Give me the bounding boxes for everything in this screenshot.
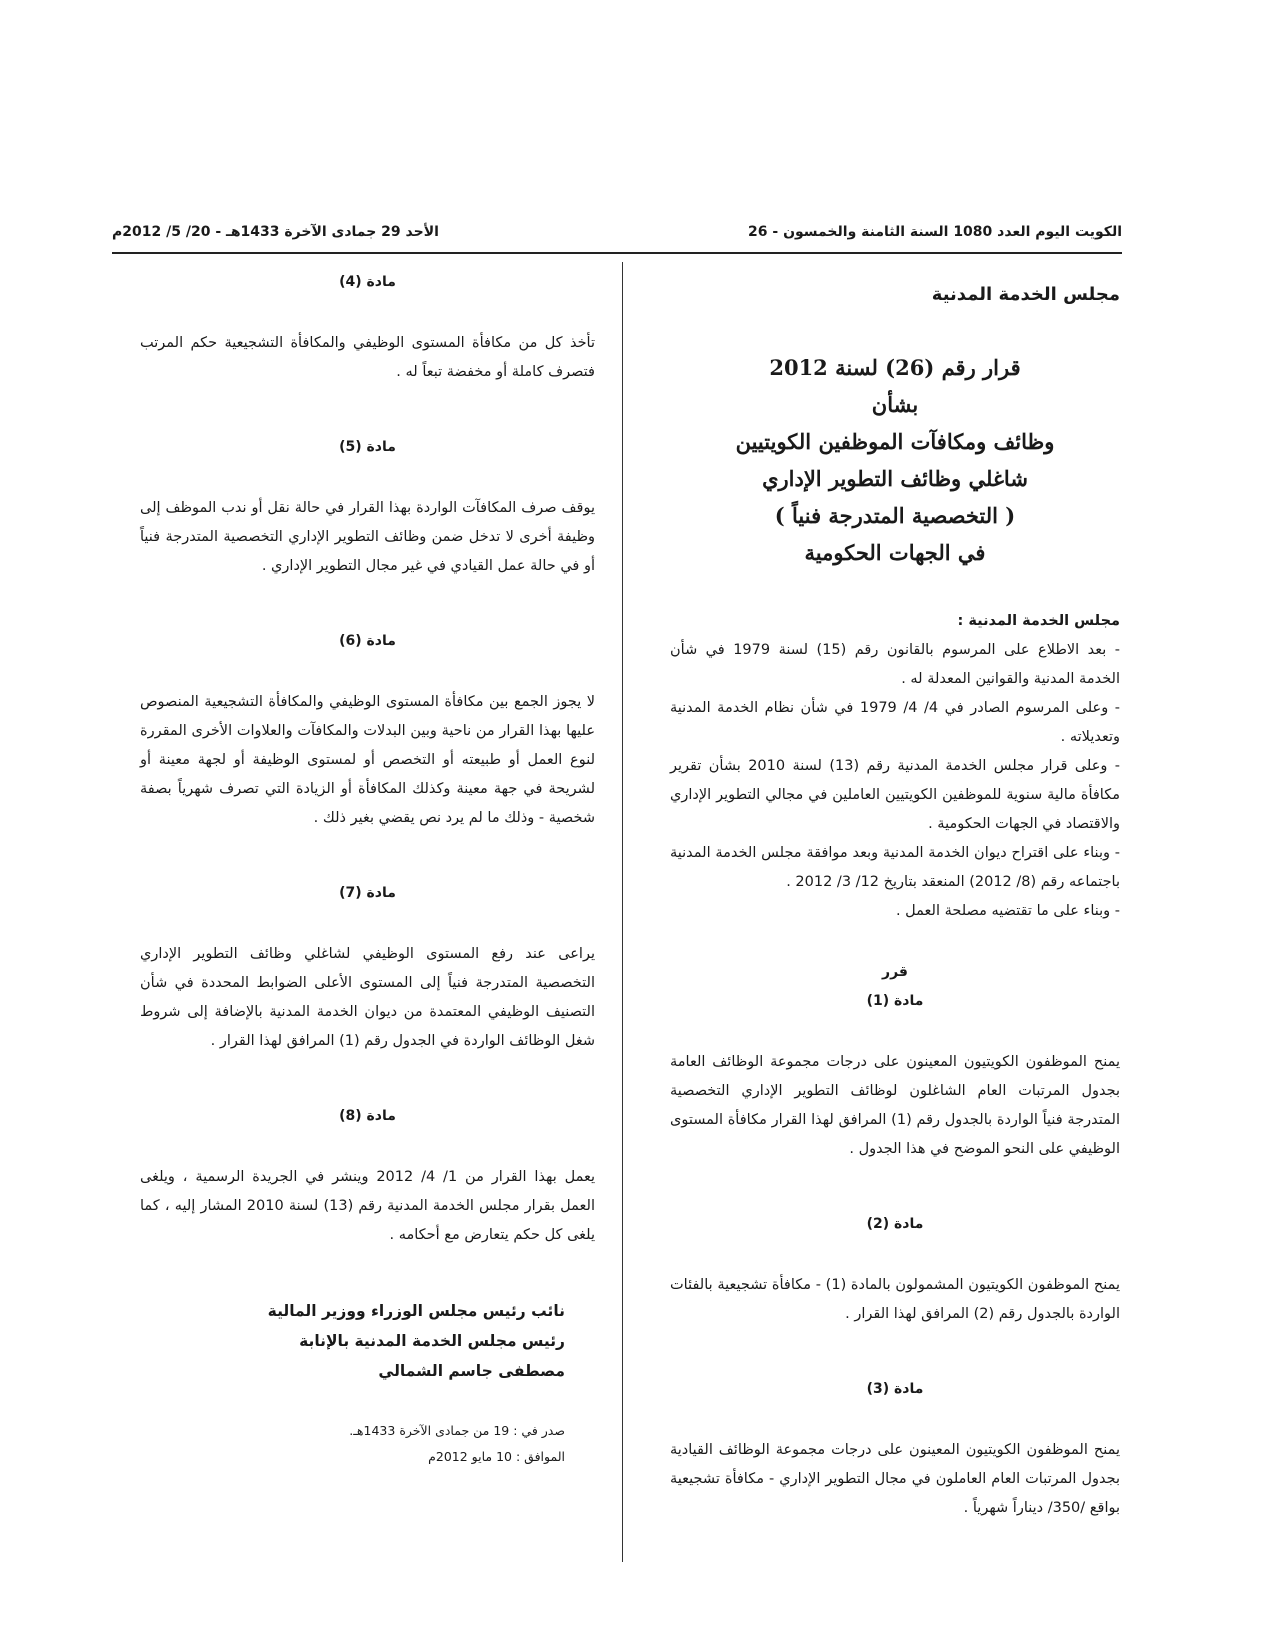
title-line: ( التخصصية المتدرجة فنياً ) bbox=[774, 503, 1016, 528]
article-3-text: يمنح الموظفون الكويتيون المعينون على درجات مجموعة الوظائف القيادية بجدول المرتبات العام العاملون في مجال التطوير الإداري - مكافأة تشجيعية بواقع /350/ ديناراً شهرياً . bbox=[670, 1442, 1120, 1516]
signature-line: رئيس مجلس الخدمة المدنية بالإنابة bbox=[299, 1332, 565, 1350]
article-7-text: يراعى عند رفع المستوى الوظيفي لشاغلي وظائف التطوير الإداري التخصصية المتدرجة فنياً إلى المستوى الأعلى الضوابط المحددة في شأن التصنيف الوظيفي المعتمدة من ديوان الخدمة المدنية بالإضافة إلى شروط شغل الوظائف الواردة في الجدول رقم (1) المرافق لهذا القرار . bbox=[140, 946, 595, 1049]
header-rule bbox=[112, 252, 1122, 254]
page-header bbox=[112, 220, 1122, 250]
title-line: قرار رقم (26) لسنة 2012 bbox=[769, 355, 1021, 380]
header-date: الأحد 29 جمادى الآخرة 1433هـ - 20/ 5/ 2012م bbox=[112, 224, 439, 240]
issued-gregorian: الموافق : 10 مايو 2012م bbox=[428, 1449, 565, 1464]
title-line: بشأن bbox=[871, 392, 919, 417]
article-8-text: يعمل بهذا القرار من 1/ 4/ 2012 وينشر في الجريدة الرسمية ، ويلغى العمل بقرار مجلس الخدمة المدنية رقم (13) لسنة 2010 المشار إليه ، كما يلغى كل حكم يتعارض مع أحكامه . bbox=[140, 1169, 595, 1243]
title-line: وظائف ومكافآت الموظفين الكويتيين bbox=[735, 429, 1055, 454]
decision-title bbox=[670, 349, 1120, 571]
title-line: في الجهات الحكومية bbox=[804, 540, 986, 565]
issued-hijri: صدر في : 19 من جمادى الآخرة 1433هـ. bbox=[349, 1423, 565, 1438]
article-2-text: يمنح الموظفون الكويتيون المشمولون بالمادة (1) - مكافأة تشجيعية بالفئات الواردة بالجدول رقم (2) المرافق لهذا القرار . bbox=[670, 1277, 1120, 1322]
article-1-text: يمنح الموظفون الكويتيون المعينون على درجات مجموعة الوظائف العامة بجدول المرتبات العام الشاغلون لوظائف التطوير الإداري التخصصية المتدرجة فنياً الواردة بالجدول رقم (1) المرافق لهذا القرار مكافأة المستوى الوظيفي على النحو الموضح في هذا الجدول . bbox=[670, 1054, 1120, 1157]
left-column bbox=[140, 268, 595, 1470]
preamble-item: - وعلى المرسوم الصادر في 4/ 4/ 1979 في شأن نظام الخدمة المدنية وتعديلاته . bbox=[670, 700, 1120, 745]
article-6-text: لا يجوز الجمع بين مكافأة المستوى الوظيفي والمكافأة التشجيعية المنصوص عليها بهذا القرار من ناحية وبين البدلات والمكافآت والعلاوات الأخرى المقررة لنوع العمل أو طبيعته أو التخصص أو لمستوى الوظيفة أو لجهة معينة أو لشريحة في جهة معينة وكذلك المكافأة أو الزيادة التي تصرف شهرياً بصفة شخصية - وذلك ما لم يرد نص يقضي بغير ذلك . bbox=[140, 694, 595, 826]
preamble-heading: مجلس الخدمة المدنية : bbox=[957, 613, 1120, 629]
article-3-title: مادة (3) bbox=[866, 1381, 924, 1397]
article-8-title: مادة (8) bbox=[339, 1108, 396, 1124]
issue-date-block bbox=[140, 1418, 595, 1470]
article-4-title: مادة (4) bbox=[339, 274, 396, 290]
council-heading: مجلس الخدمة المدنية bbox=[931, 284, 1120, 305]
article-7-title: مادة (7) bbox=[339, 885, 396, 901]
decided-heading: قرر bbox=[882, 964, 908, 980]
article-1-title: مادة (1) bbox=[866, 993, 924, 1009]
preamble-item: - وبناء على اقتراح ديوان الخدمة المدنية وبعد موافقة مجلس الخدمة المدنية باجتماعه رقم (8/ 2012) المنعقد بتاريخ 12/ 3/ 2012 . bbox=[670, 845, 1120, 890]
right-column bbox=[670, 268, 1120, 1523]
article-5-text: يوقف صرف المكافآت الواردة بهذا القرار في حالة نقل أو ندب الموظف إلى وظيفة أخرى لا تدخل ضمن وظائف التطوير الإداري التخصصية المتدرجة فنياً أو في حالة عمل القيادي في غير مجال التطوير الإداري . bbox=[140, 500, 595, 574]
signatory-name: مصطفى جاسم الشمالي bbox=[378, 1362, 565, 1380]
preamble-item: - بعد الاطلاع على المرسوم بالقانون رقم (15) لسنة 1979 في شأن الخدمة المدنية والقوانين المعدلة له . bbox=[670, 642, 1120, 687]
column-divider bbox=[622, 262, 623, 1562]
preamble-item: - وبناء على ما تقتضيه مصلحة العمل . bbox=[895, 903, 1120, 919]
signature-block bbox=[140, 1296, 595, 1386]
article-4-text: تأخذ كل من مكافأة المستوى الوظيفي والمكافأة التشجيعية حكم المرتب فتصرف كاملة أو مخفضة تبعاً له . bbox=[140, 335, 595, 380]
header-issue-info: الكويت اليوم العدد 1080 السنة الثامنة والخمسون - 26 bbox=[748, 224, 1122, 240]
preamble-item: - وعلى قرار مجلس الخدمة المدنية رقم (13) لسنة 2010 بشأن تقرير مكافأة مالية سنوية للموظفين الكويتيين العاملين في مجالي التطوير الإداري والاقتصاد في الجهات الحكومية . bbox=[670, 758, 1120, 832]
article-5-title: مادة (5) bbox=[339, 439, 396, 455]
article-2-title: مادة (2) bbox=[866, 1216, 924, 1232]
signature-line: نائب رئيس مجلس الوزراء ووزير المالية bbox=[267, 1302, 565, 1320]
article-6-title: مادة (6) bbox=[339, 633, 396, 649]
title-line: شاغلي وظائف التطوير الإداري bbox=[762, 466, 1028, 491]
